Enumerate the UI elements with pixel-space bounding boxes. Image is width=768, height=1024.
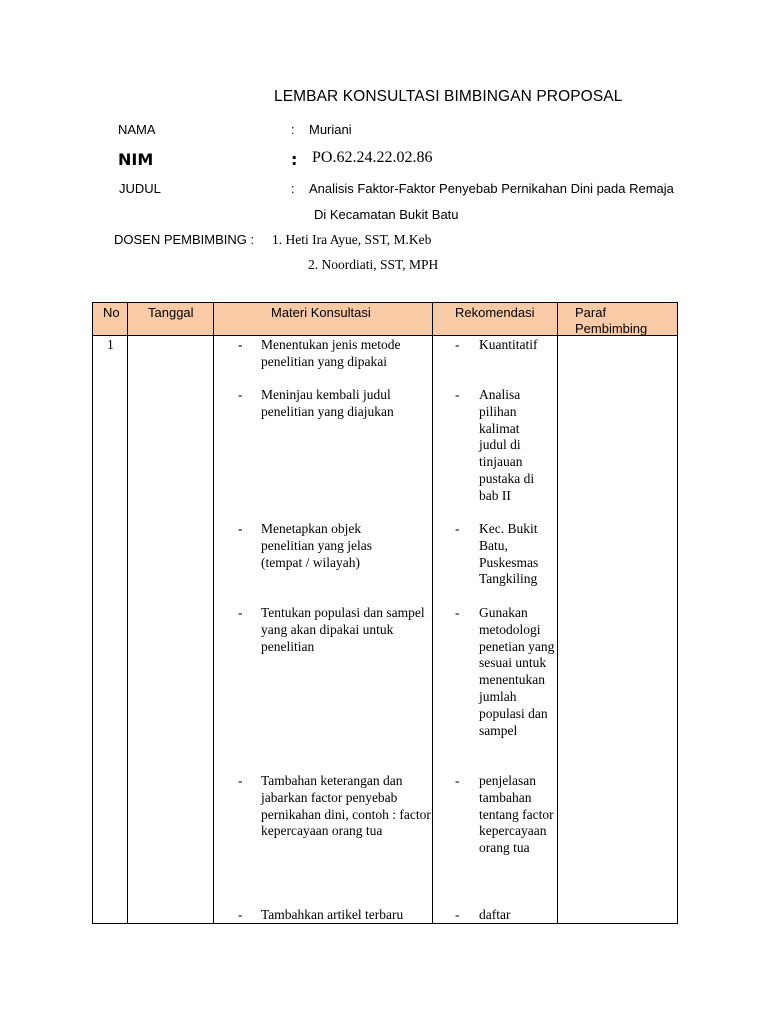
- materi-item: Menetapkan objek penelitian yang jelas (tempat / wilayah): [261, 521, 372, 570]
- bullet-dash: -: [238, 605, 243, 620]
- column-divider: [432, 303, 433, 923]
- dosen-label: DOSEN PEMBIMBING :: [114, 232, 255, 247]
- materi-item: Tambahkan artikel terbaru: [261, 907, 404, 922]
- nim-value: PO.62.24.22.02.86: [312, 149, 433, 166]
- nama-value: Muriani: [309, 122, 352, 137]
- nim-label: NIM: [118, 150, 154, 169]
- column-divider: [557, 303, 558, 923]
- header-rekomendasi: Rekomendasi: [455, 305, 535, 320]
- rekomendasi-item: Analisa pilihan kalimat judul di tinjauan pustaka di bab II: [479, 387, 535, 503]
- judul-line-2: Di Kecamatan Bukit Batu: [314, 207, 459, 222]
- bullet-dash: -: [238, 773, 243, 788]
- bullet-dash: -: [455, 773, 460, 788]
- dosen-2: 2. Noordiati, SST, MPH: [308, 257, 439, 272]
- header-no: No: [103, 305, 120, 320]
- header-materi: Materi Konsultasi: [271, 305, 371, 320]
- header-paraf: [575, 305, 647, 337]
- bullet-dash: -: [455, 907, 460, 922]
- page-title: LEMBAR KONSULTASI BIMBINGAN PROPOSAL: [274, 88, 623, 105]
- consultation-table: [92, 302, 678, 924]
- judul-label: JUDUL: [119, 181, 161, 196]
- rekomendasi-item: Kec. Bukit Batu, Puskesmas Tangkiling: [479, 521, 539, 587]
- materi-item: Meninjau kembali judul penelitian yang diajukan: [261, 387, 394, 419]
- rekomendasi-item: daftar: [479, 907, 511, 922]
- dosen-1: 1. Heti Ira Ayue, SST, M.Keb: [272, 232, 432, 247]
- bullet-dash: -: [238, 907, 243, 922]
- column-divider: [213, 303, 214, 923]
- nama-label: NAMA: [118, 122, 156, 137]
- materi-item: Tentukan populasi dan sampel yang akan dipakai untuk penelitian: [261, 605, 425, 654]
- header-paraf-line1: Paraf: [575, 305, 607, 320]
- materi-item: Menentukan jenis metode penelitian yang dipakai: [261, 337, 401, 369]
- bullet-dash: -: [238, 337, 243, 352]
- judul-line-1: Analisis Faktor-Faktor Penyebab Pernikahan Dini pada Remaja: [309, 181, 674, 196]
- rekomendasi-item: penjelasan tambahan tentang factor kepercayaan orang tua: [479, 773, 554, 856]
- bullet-dash: -: [455, 337, 460, 352]
- rekomendasi-item: Kuantitatif: [479, 337, 538, 352]
- bullet-dash: -: [455, 605, 460, 620]
- bullet-dash: -: [238, 387, 243, 402]
- bullet-dash: -: [455, 521, 460, 536]
- nim-colon: :: [291, 150, 298, 169]
- bullet-dash: -: [238, 521, 243, 536]
- judul-colon: :: [291, 181, 295, 196]
- rekomendasi-item: Gunakan metodologi penetian yang sesuai untuk menentukan jumlah populasi dan sampel: [479, 605, 555, 738]
- column-divider: [127, 303, 128, 923]
- header-paraf-line2: Pembimbing: [575, 321, 648, 336]
- header-tanggal: Tanggal: [148, 305, 194, 320]
- materi-item: Tambahan keterangan dan jabarkan factor penyebab pernikahan dini, contoh : factor kepercayaan orang tua: [261, 773, 431, 839]
- nama-colon: :: [291, 122, 295, 137]
- row-number: 1: [107, 337, 114, 352]
- bullet-dash: -: [455, 387, 460, 402]
